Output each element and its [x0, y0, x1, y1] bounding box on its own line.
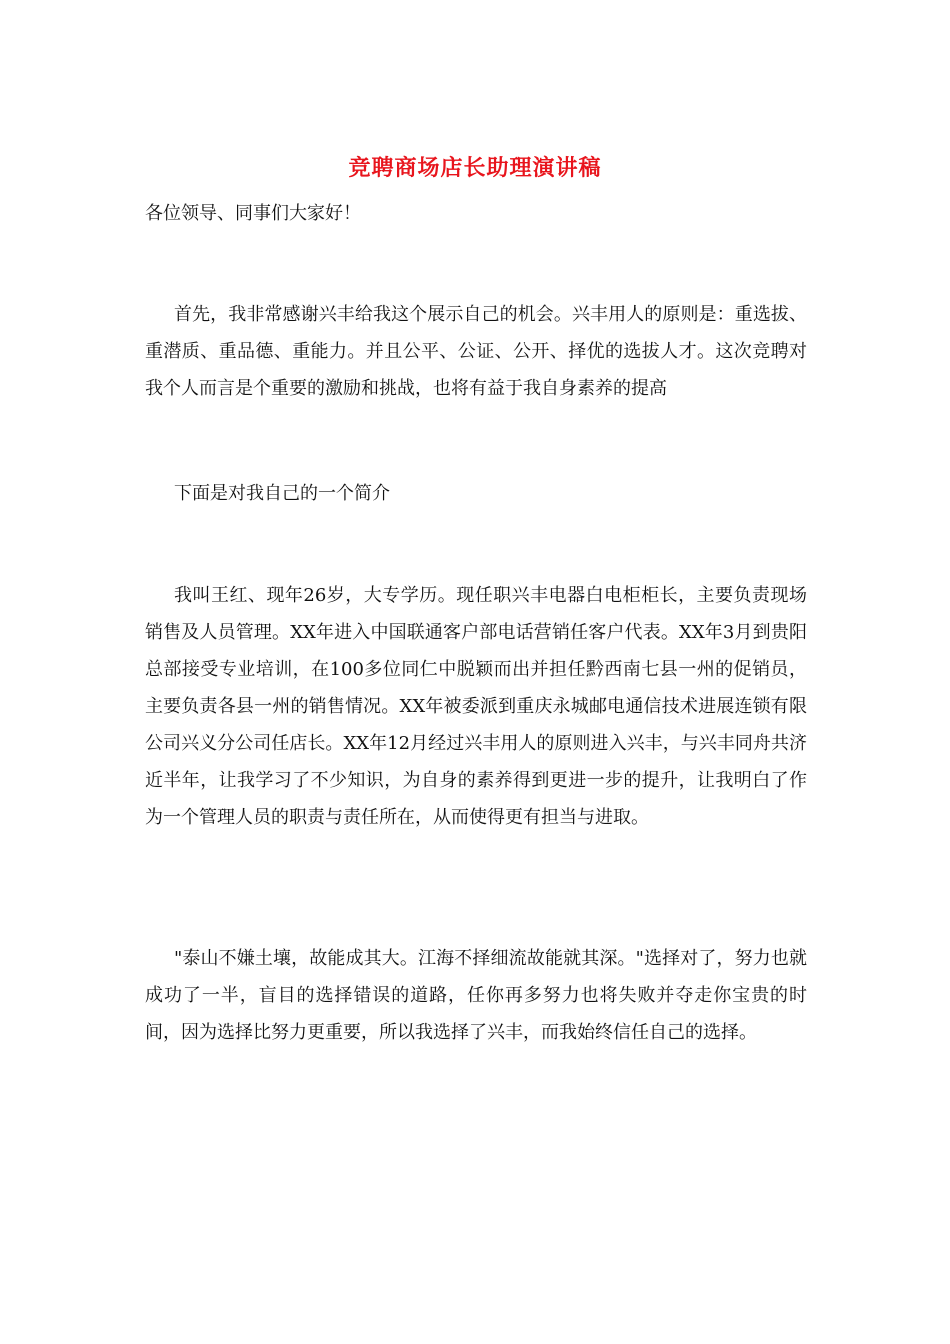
paragraph-self-intro-heading: 下面是对我自己的一个简介: [174, 483, 390, 504]
paragraph-choice: "泰山不嫌土壤，故能成其大。江海不择细流故能就其深。"选择对了，努力也就成功了一半，盲目的选择错误的道路，任你再多努力也将失败并夺走你宝贵的时间，因为选择比努力更重要，所以我选择了兴丰，而我始终信任自己的选择。: [145, 948, 807, 1043]
greeting-line: 各位领导、同事们大家好！: [145, 203, 361, 224]
document-title: 竞聘商场店长助理演讲稿: [348, 155, 602, 181]
paragraph-intro: 首先，我非常感谢兴丰给我这个展示自己的机会。兴丰用人的原则是：重选拔、重潜质、重品德、重能力。并且公平、公证、公开、择优的选拔人才。这次竞聘对我个人而言是个重要的激励和挑战，也将有益于我自身素养的提高: [145, 304, 807, 399]
paragraph-background: 我叫王红、现年26岁，大专学历。现任职兴丰电器白电柜柜长，主要负责现场销售及人员管理。XX年进入中国联通客户部电话营销任客户代表。XX年3月到贵阳总部接受专业培训，在100多位同仁中脱颖而出并担任黔西南七县一州的促销员，主要负责各县一州的销售情况。XX年被委派到重庆永城邮电通信技术进展连锁有限公司兴义分公司任店长。XX年12月经过兴丰用人的原则进入兴丰，与兴丰同舟共济近半年，让我学习了不少知识，为自身的素养得到更进一步的提升，让我明白了作为一个管理人员的职责与责任所在，从而使得更有担当与进取。: [145, 585, 807, 828]
